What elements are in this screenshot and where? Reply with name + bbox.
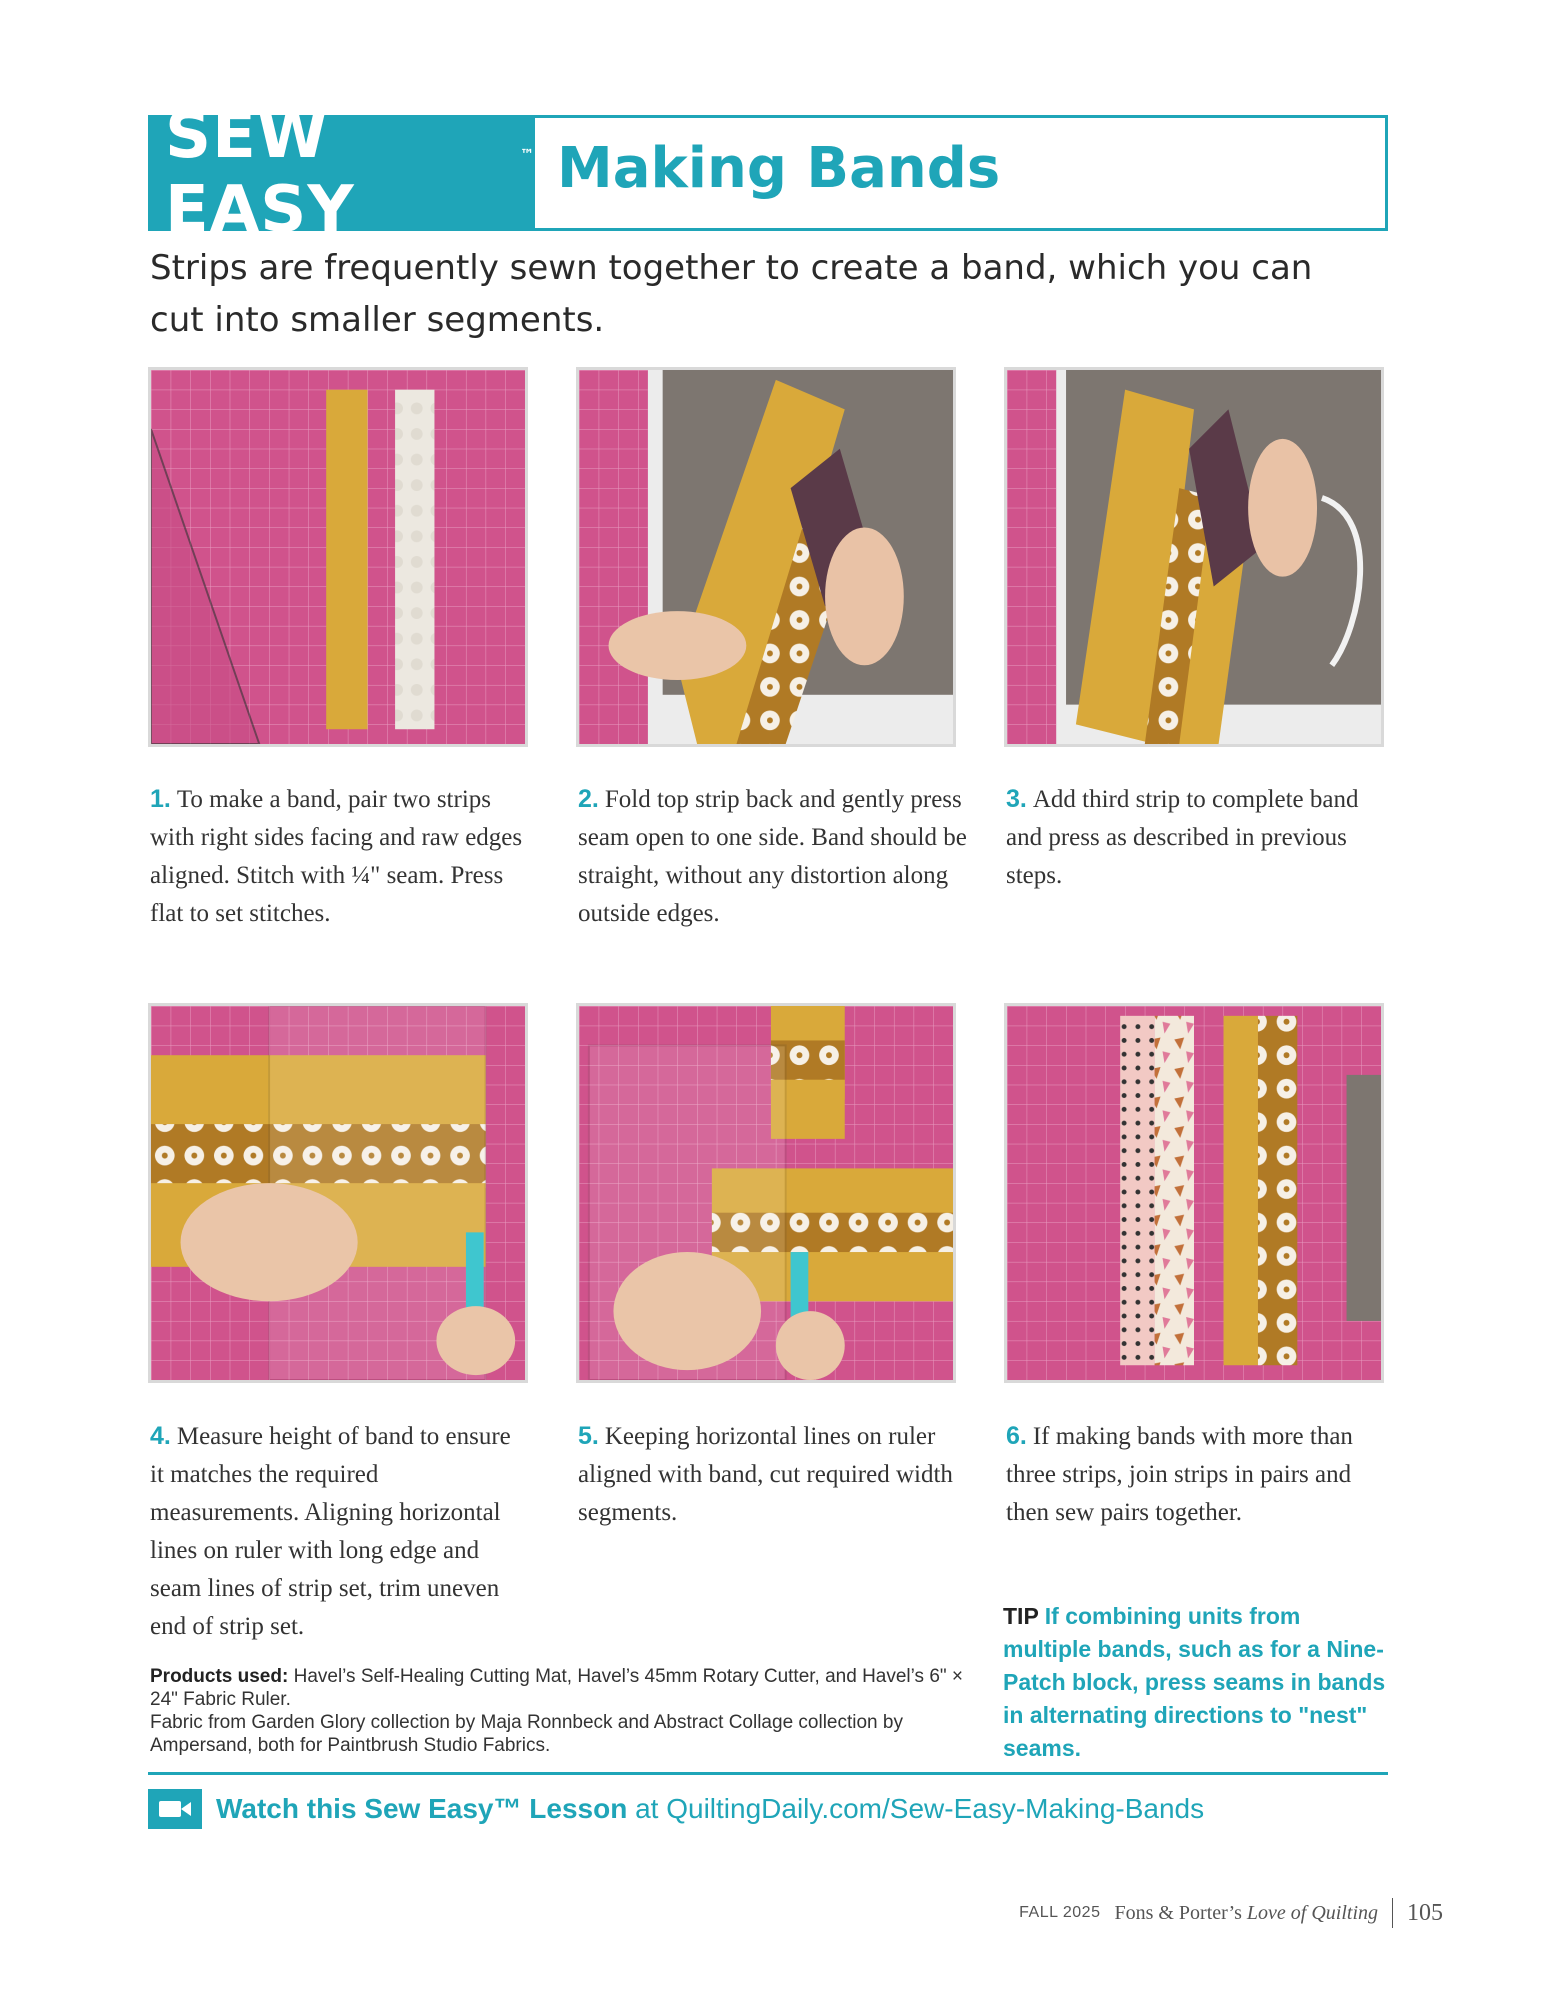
step-number: 4.: [150, 1422, 171, 1450]
step-4-photo: [148, 1003, 528, 1383]
step-number: 1.: [150, 785, 171, 813]
page-title: Making Bands: [557, 136, 1001, 201]
step-2-text: [578, 780, 968, 933]
video-camera-icon: [148, 1789, 202, 1829]
watch-lesson-link[interactable]: [216, 1789, 1204, 1829]
step-description: Fold top strip back and gently press seam open to one side. Band should be straight, without any distortion along outside edges.: [578, 786, 967, 927]
products-line-1: Havel’s Self-Healing Cutting Mat, Havel’s 45mm Rotary Cutter, and Havel’s 6" × 24" Fabric Ruler.: [150, 1666, 964, 1710]
tip-box: [1003, 1600, 1393, 1765]
trademark-mark: ™: [520, 147, 535, 163]
products-label: Products used:: [150, 1666, 289, 1687]
footer-divider: [1392, 1898, 1393, 1928]
issue-season: FALL 2025: [1019, 1904, 1101, 1921]
tip-text: If combining units from multiple bands, such as for a Nine-Patch block, press seams in bands in alternating directions to "nest" seams.: [1003, 1603, 1386, 1761]
products-used: [150, 1665, 970, 1757]
step-6-text: [1006, 1417, 1396, 1532]
step-description: To make a band, pair two strips with right sides facing and raw edges aligned. Stitch with ¼" seam. Press flat to set stitches.: [150, 786, 523, 927]
step-number: 2.: [578, 785, 599, 813]
header-box: [148, 99, 1388, 247]
step-number: 6.: [1006, 1422, 1027, 1450]
step-description: Keeping horizontal lines on ruler aligned with band, cut required width segments.: [578, 1423, 953, 1526]
brand-text: SEW EASY: [165, 99, 355, 247]
step-number: 3.: [1006, 785, 1027, 813]
step-1-text: [150, 780, 540, 933]
step-6-photo: [1004, 1003, 1384, 1383]
divider-rule: [148, 1772, 1388, 1775]
tip-label: TIP: [1003, 1603, 1039, 1629]
step-4-text: [150, 1417, 530, 1646]
intro-text: Strips are frequently sewn together to create a band, which you can cut into smaller segments.: [150, 248, 1313, 340]
products-line-2: Fabric from Garden Glory collection by Maja Ronnbeck and Abstract Collage collection by Ampersand, both for Paintbrush Studio Fabrics.: [150, 1712, 903, 1756]
step-1-photo: [148, 367, 528, 747]
step-5-text: [578, 1417, 968, 1532]
step-3-text: [1006, 780, 1396, 895]
page-footer: [1019, 1898, 1443, 1928]
magazine-name: [1114, 1902, 1378, 1925]
step-description: If making bands with more than three strips, join strips in pairs and then sew pairs together.: [1006, 1423, 1353, 1526]
magazine-title: Love of Quilting: [1246, 1901, 1378, 1924]
watch-lesson-label: Watch this Sew Easy™ Lesson: [216, 1793, 628, 1824]
step-description: Add third strip to complete band and press as described in previous steps.: [1006, 786, 1359, 889]
brand-logo: [151, 99, 535, 247]
watch-lesson-url[interactable]: at QuiltingDaily.com/Sew-Easy-Making-Bands: [635, 1793, 1205, 1824]
step-number: 5.: [578, 1422, 599, 1450]
step-3-photo: [1004, 367, 1384, 747]
step-description: Measure height of band to ensure it matches the required measurements. Aligning horizontal lines on ruler with long edge and seam lines of strip set, trim uneven end of strip set.: [150, 1423, 511, 1640]
step-2-photo: [576, 367, 956, 747]
step-5-photo: [576, 1003, 956, 1383]
magazine-prefix: Fons & Porter’s: [1114, 1901, 1242, 1924]
page-number: 105: [1407, 1899, 1443, 1926]
